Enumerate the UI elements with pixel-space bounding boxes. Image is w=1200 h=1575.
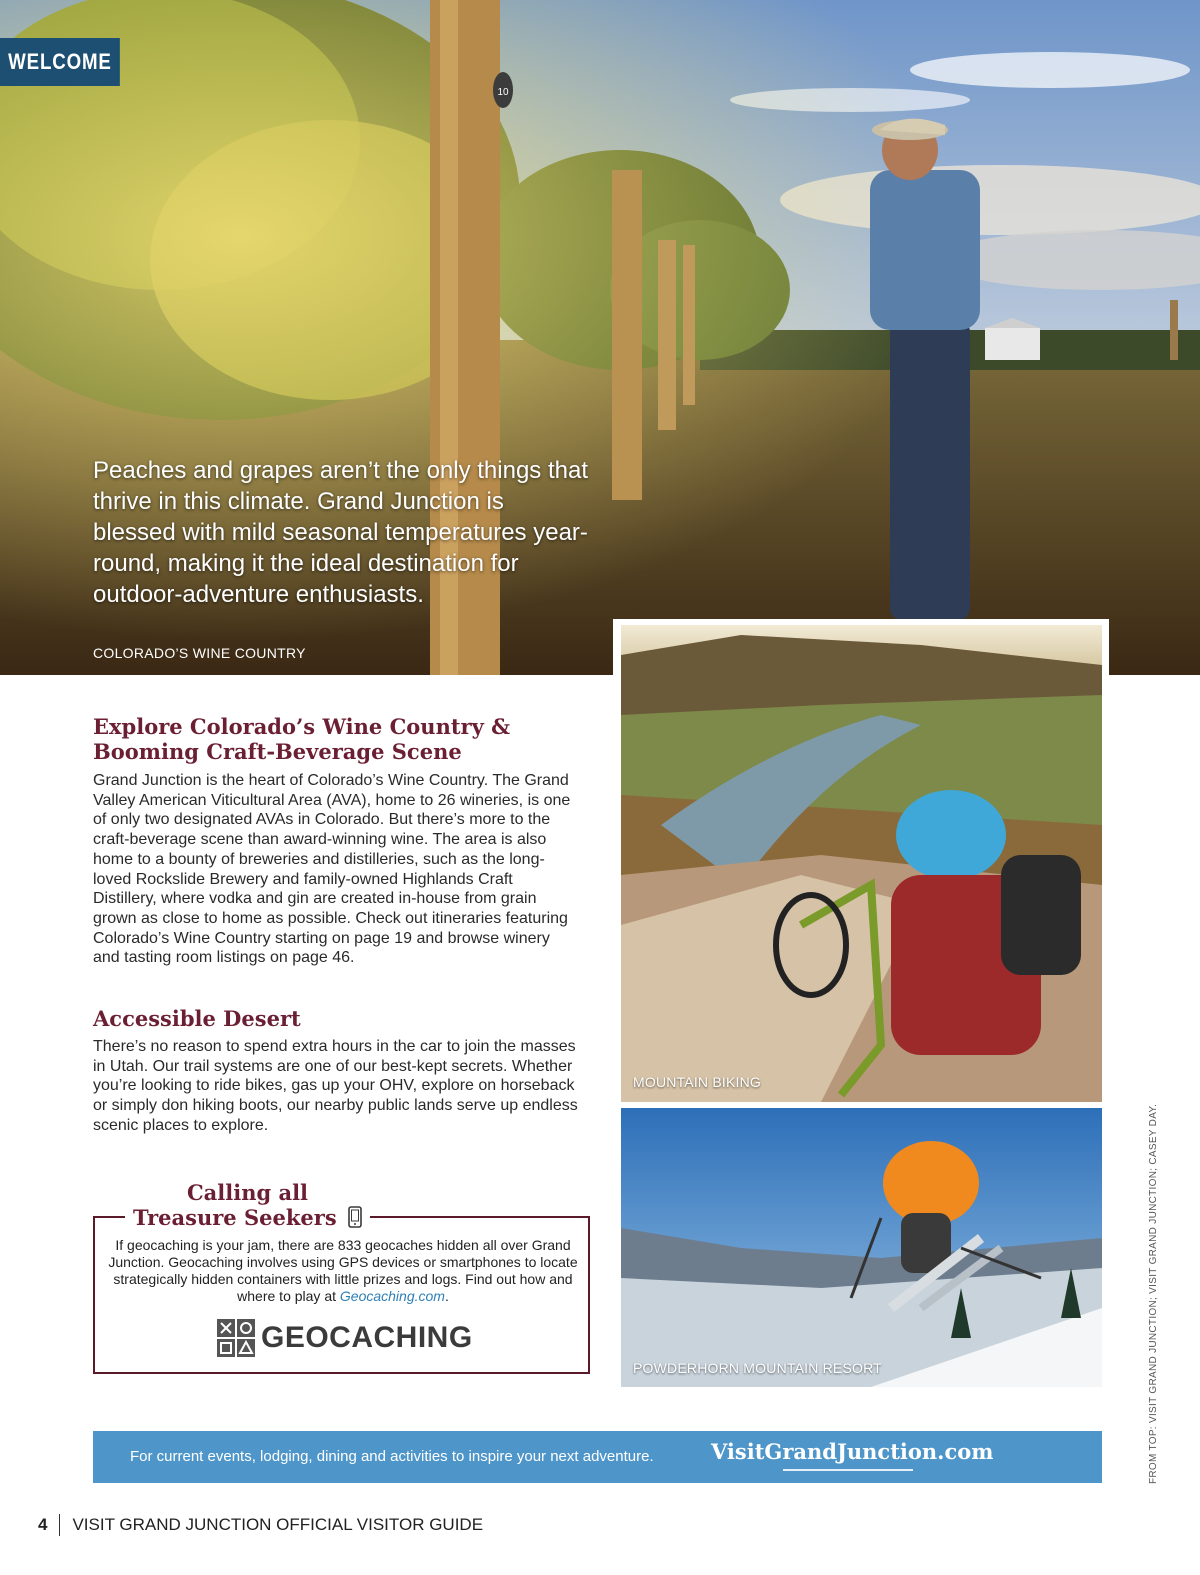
hero-photo xyxy=(0,0,1200,675)
hero-quote: Peaches and grapes aren’t the only things that thrive in this climate. Grand Junction is blessed with mild seasonal temperatures year-round, making it the ideal destination for outdoor-adventure enthusiasts. xyxy=(93,457,588,608)
website-banner xyxy=(93,1431,1102,1483)
mountain-biking-image xyxy=(621,625,1102,1102)
section2-body: There’s no reason to spend extra hours in the car to join the masses in Utah. Our trail systems are one of our best-kept secrets. Whether you’re looking to ride bikes, gas up your OHV, explore on horseback or simply don hiking boots, our nearby public lands serve up endless scenic places to explore. xyxy=(93,1038,578,1134)
ski-image xyxy=(621,1108,1102,1387)
geocache-body: If geocaching is your jam, there are 833 geocaches hidden all over Grand Junction. Geocaching involves using GPS devices or smartphones to locate strategically hidden containers with little prizes and logs. Find out how and where to play at Geocaching.com. xyxy=(108,1237,578,1304)
footer-divider xyxy=(59,1514,60,1536)
section1-heading: Explore Colorado’s Wine Country & Booming Craft-Beverage Scene xyxy=(93,714,511,764)
welcome-tab: WELCOME xyxy=(0,38,120,86)
banner-underline xyxy=(783,1469,913,1471)
geocaching-link[interactable]: Geocaching.com xyxy=(339,1288,445,1304)
banner-text: For current events, lodging, dining and activities to inspire your next adventure. xyxy=(130,1448,654,1465)
section1-body: Grand Junction is the heart of Colorado’s Wine Country. The Grand Valley American Viticultural Area (AVA), home to 26 wineries, is one of only two designated AVAs in Colorado. But there’s more to the craft-beverage scene than award-winning wine. The area is also home to a bounty of breweries and distilleries, such as the long-loved Rockslide Brewery and family-owned Highlands Craft Distillery, where vodka and gin are created in-house from grain grown as close to home as possible. Check out itineraries featuring Colorado’s Wine Country starting on page 19 and browse winery and tasting room listings on page 46. xyxy=(93,772,571,967)
geocaching-logo xyxy=(217,1318,473,1358)
smartphone-icon xyxy=(348,1206,362,1228)
publication-title: VISIT GRAND JUNCTION OFFICIAL VISITOR GUIDE xyxy=(72,1515,484,1534)
ski-photo xyxy=(621,1108,1102,1387)
page-number: 4 xyxy=(38,1515,48,1534)
section2-heading: Accessible Desert xyxy=(93,1006,301,1031)
hero-caption: COLORADO’S WINE COUNTRY xyxy=(93,645,306,661)
geocaching-logo-icon xyxy=(217,1319,255,1357)
photo-credit: FROM TOP: VISIT GRAND JUNCTION; VISIT GRAND JUNCTION; CASEY DAY. xyxy=(1148,1103,1159,1484)
geocaching-logo-text: GEOCACHING xyxy=(261,1321,473,1354)
website-link[interactable]: VisitGrandJunction.com xyxy=(711,1439,994,1464)
ski-caption: POWDERHORN MOUNTAIN RESORT xyxy=(633,1360,882,1376)
page-footer xyxy=(38,1514,483,1536)
post-sign-number: 10 xyxy=(497,87,509,98)
biking-caption: MOUNTAIN BIKING xyxy=(633,1074,761,1090)
geocache-title: Calling all Treasure Seekers xyxy=(125,1180,370,1230)
mountain-biking-photo xyxy=(621,625,1102,1102)
